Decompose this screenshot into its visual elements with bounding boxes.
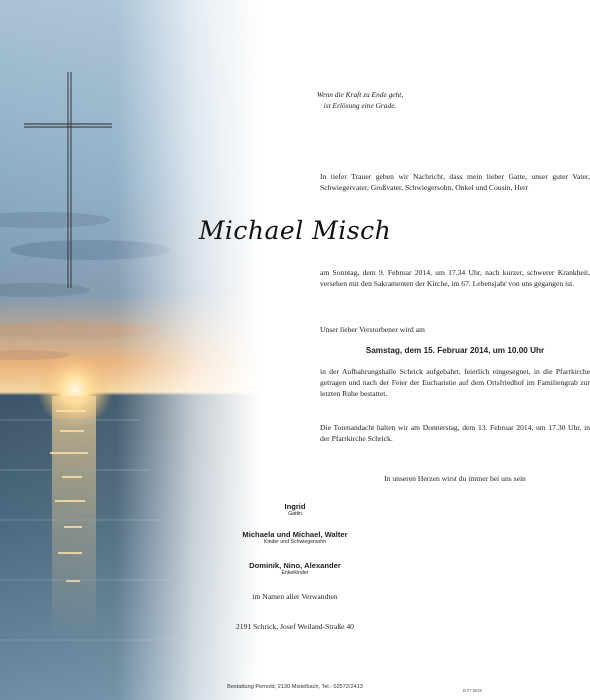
death-details-text: am Sonntag, dem 9. Februar 2014, um 17.34 Uhr, nach kurzer, schwerer Krankheit, versehen mit den Sakramenten der Kirche, im 67. Lebensjahr von uns gegangen ist.: [320, 268, 590, 288]
mourner-relation: Gattin: [288, 511, 302, 517]
farewell-text: In unseren Herzen wirst du immer bei uns sein: [384, 474, 526, 483]
cross-icon: [0, 0, 160, 320]
epigraph-line-1: Wenn die Kraft zu Ende geht,: [316, 90, 404, 99]
mourner-names: Dominik, Nino, Alexander: [249, 561, 341, 570]
relatives-text: im Namen aller Verwandten: [252, 592, 338, 601]
deceased-name: Michael Misch: [198, 216, 392, 245]
mourner-entry: [160, 530, 430, 546]
document-code: B 07 9045: [462, 688, 482, 693]
mourner-entry: [160, 502, 430, 518]
burial-date-text: Samstag, dem 15. Februar 2014, um 10.00 Uhr: [365, 346, 545, 355]
vigil-text: Die Totenandacht halten wir am Donnerstag, dem 13. Februar 2014, um 17.30 Uhr, in der Pfarrkirche Schrick.: [320, 423, 590, 443]
mourner-relation: Kinder und Schwiegersohn: [263, 539, 326, 545]
funeral-home-footer: Bestattung Pernold, 2130 Mistelbach, Tel.: 02572/2413: [227, 684, 363, 690]
address-text: 2191 Schrick, Josef Weiland-Straße 40: [236, 622, 354, 631]
mourner-entry: [160, 561, 430, 577]
epigraph: [290, 90, 430, 111]
mourner-relation: Enkelkinder: [281, 570, 309, 576]
mourner-names: Ingrid: [284, 502, 306, 511]
epigraph-line-2: ist Erlösung eine Grade.: [323, 100, 397, 110]
announcement-text: In tiefer Trauer geben wir Nachricht, dass mein lieber Gatte, unser guter Vater, Schwiegervater, Großvater, Schwiegersohn, Onkel und Cousin, Herr: [320, 172, 590, 192]
burial-details-text: in der Aufbahrungshalle Schrick aufgebahrt, feierlich eingesegnet, in die Pfarrkirche getragen und nach der Feier der Eucharistie auf dem Ortsfriedhof im Familiengrab zur letzten Ruhe bestattet.: [320, 367, 590, 398]
burial-intro-text: Unser lieber Verstorbener wird am: [320, 325, 425, 334]
mourner-names: Michaela und Michael, Walter: [242, 530, 348, 539]
